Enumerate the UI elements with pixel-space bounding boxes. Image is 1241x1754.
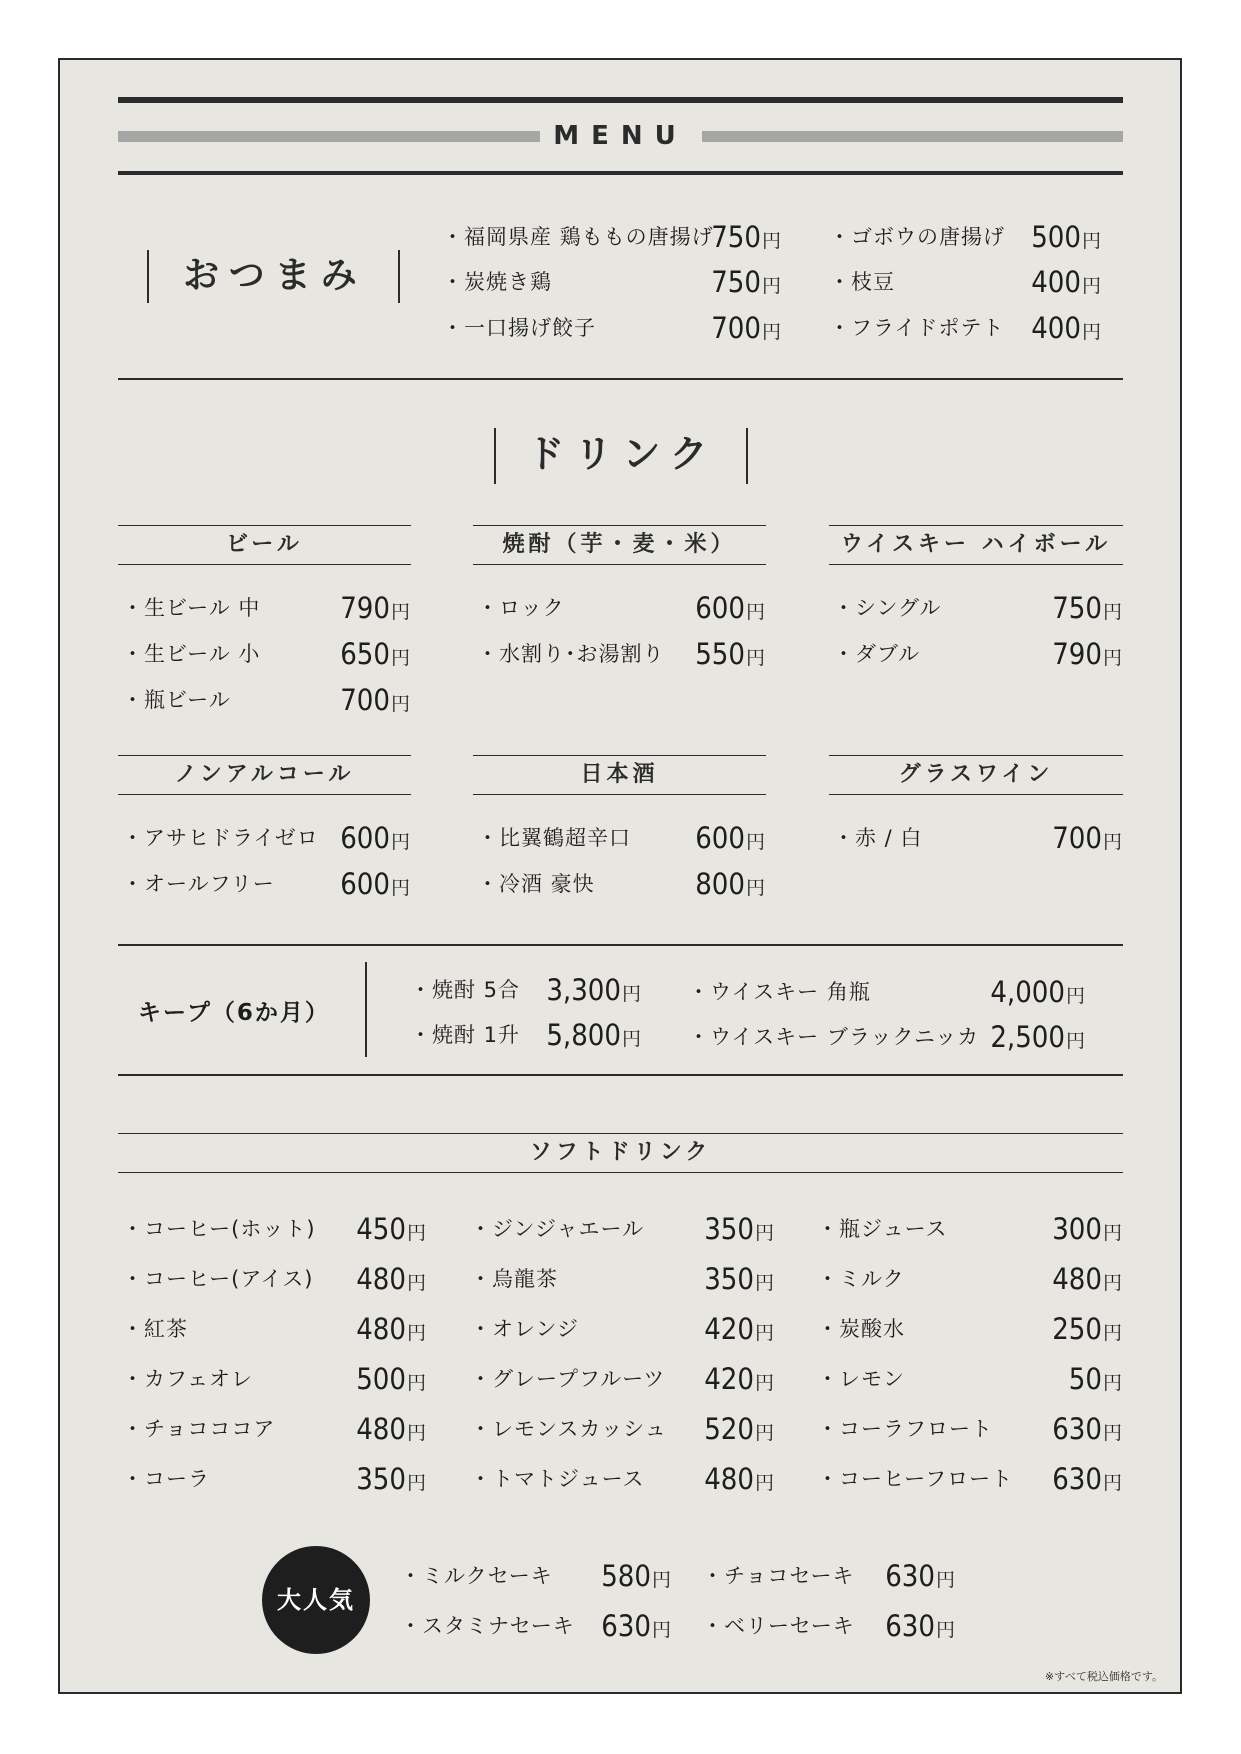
- item-name: ・シングル: [833, 596, 942, 620]
- yen-unit: 円: [406, 1472, 427, 1494]
- item-price: [356, 1209, 427, 1253]
- drink-category-header: 焼酎（芋・麦・米）: [473, 525, 766, 565]
- item-name: ・グレープフルーツ: [470, 1367, 666, 1391]
- item-name: ・ウイスキー 角瓶: [688, 980, 871, 1004]
- yen-unit: 円: [1081, 275, 1102, 297]
- keep-title: キープ（6か月）: [138, 1000, 330, 1026]
- price-value: 520: [704, 1412, 754, 1446]
- yen-unit: 円: [406, 1222, 427, 1244]
- item-price: [711, 262, 782, 306]
- menu-item: [442, 217, 782, 257]
- price-value: 750: [711, 265, 761, 299]
- item-price: [1031, 217, 1102, 261]
- popular-badge: 大人気: [262, 1546, 370, 1654]
- menu-item: [122, 1209, 427, 1249]
- price-value: 500: [356, 1362, 406, 1396]
- item-price: [704, 1359, 775, 1403]
- item-name: ・水割り･お湯割り: [477, 642, 665, 666]
- yen-unit: 円: [390, 601, 411, 623]
- price-value: 580: [601, 1559, 651, 1593]
- item-name: ・ジンジャエール: [470, 1217, 645, 1241]
- price-value: 350: [704, 1262, 754, 1296]
- menu-item: [477, 588, 766, 628]
- yen-unit: 円: [935, 1619, 956, 1641]
- yen-unit: 円: [1102, 1222, 1123, 1244]
- yen-unit: 円: [761, 321, 782, 343]
- yen-unit: 円: [1102, 1472, 1123, 1494]
- otsumami-divider: [118, 378, 1123, 380]
- yen-unit: 円: [1102, 1372, 1123, 1394]
- item-name: ・コーラ: [122, 1467, 210, 1491]
- menu-item: [122, 1409, 427, 1449]
- item-price: [695, 588, 766, 632]
- menu-item: [122, 1359, 427, 1399]
- menu-item: [817, 1459, 1123, 1499]
- item-name: ・アサヒドライゼロ: [122, 826, 319, 850]
- price-value: 300: [1052, 1212, 1102, 1246]
- yen-unit: 円: [390, 831, 411, 853]
- yen-unit: 円: [406, 1272, 427, 1294]
- price-value: 800: [695, 867, 745, 901]
- yen-unit: 円: [754, 1372, 775, 1394]
- menu-item: [122, 588, 411, 628]
- item-name: ・コーヒー(ホット): [122, 1217, 316, 1241]
- yen-unit: 円: [1065, 985, 1086, 1007]
- item-price: [1052, 1309, 1123, 1353]
- otsumami-title-right-bar: [398, 250, 400, 303]
- price-value: 400: [1031, 311, 1081, 345]
- yen-unit: 円: [761, 230, 782, 252]
- yen-unit: 円: [1102, 831, 1123, 853]
- price-value: 700: [340, 683, 390, 717]
- menu-title: MENU: [553, 121, 688, 151]
- item-name: ・炭酸水: [817, 1317, 905, 1341]
- price-value: 350: [356, 1462, 406, 1496]
- yen-unit: 円: [1102, 647, 1123, 669]
- price-value: 480: [356, 1262, 406, 1296]
- yen-unit: 円: [651, 1619, 672, 1641]
- menu-item: [817, 1259, 1123, 1299]
- yen-unit: 円: [1102, 1272, 1123, 1294]
- item-price: [1052, 634, 1123, 678]
- menu-item: [122, 634, 411, 674]
- drink-title-left-bar: [494, 428, 496, 484]
- drink-title: ドリンク: [526, 432, 718, 476]
- item-price: [695, 818, 766, 862]
- yen-unit: 円: [406, 1322, 427, 1344]
- yen-unit: 円: [406, 1372, 427, 1394]
- item-name: ・生ビール 小: [122, 642, 261, 666]
- item-name: ・オレンジ: [470, 1317, 579, 1341]
- item-name: ・チョコココア: [122, 1417, 276, 1441]
- yen-unit: 円: [745, 601, 766, 623]
- item-price: [1031, 262, 1102, 306]
- price-value: 4,000: [990, 975, 1065, 1009]
- menu-item: [702, 1556, 956, 1596]
- item-price: [356, 1309, 427, 1353]
- menu-item: [400, 1606, 672, 1646]
- header-top-rule: [118, 97, 1123, 103]
- menu-item: [833, 634, 1123, 674]
- price-value: 2,500: [990, 1020, 1065, 1054]
- menu-item: [833, 588, 1123, 628]
- menu-item: [688, 1017, 1086, 1057]
- menu-item: [122, 680, 411, 720]
- menu-item: [122, 1259, 427, 1299]
- price-value: 790: [340, 591, 390, 625]
- item-price: [704, 1409, 775, 1453]
- item-name: ・コーラフロート: [817, 1417, 993, 1441]
- item-price: [704, 1259, 775, 1303]
- price-value: 3,300: [546, 973, 621, 1007]
- yen-unit: 円: [754, 1222, 775, 1244]
- item-price: [695, 634, 766, 678]
- drink-category-header: 日本酒: [473, 755, 766, 795]
- menu-item: [817, 1359, 1123, 1399]
- item-name: ・一口揚げ餃子: [442, 316, 596, 340]
- item-name: ・レモン: [817, 1367, 905, 1391]
- menu-item: [817, 1209, 1123, 1249]
- item-price: [885, 1606, 956, 1650]
- yen-unit: 円: [390, 647, 411, 669]
- item-name: ・ゴボウの唐揚げ: [829, 225, 1005, 249]
- price-value: 350: [704, 1212, 754, 1246]
- item-name: ・炭焼き鶏: [442, 270, 552, 294]
- yen-unit: 円: [1102, 1422, 1123, 1444]
- price-value: 630: [885, 1559, 935, 1593]
- item-price: [340, 864, 411, 908]
- item-name: ・フライドポテト: [829, 316, 1005, 340]
- item-price: [704, 1459, 775, 1503]
- item-price: [704, 1309, 775, 1353]
- yen-unit: 円: [390, 877, 411, 899]
- drink-title-right-bar: [746, 428, 748, 484]
- yen-unit: 円: [1081, 230, 1102, 252]
- item-price: [546, 1015, 642, 1059]
- drink-category-header: グラスワイン: [829, 755, 1123, 795]
- price-value: 700: [1052, 821, 1102, 855]
- price-value: 480: [356, 1312, 406, 1346]
- price-value: 630: [1052, 1462, 1102, 1496]
- yen-unit: 円: [745, 831, 766, 853]
- item-name: ・トマトジュース: [470, 1467, 645, 1491]
- price-value: 550: [695, 637, 745, 671]
- yen-unit: 円: [1065, 1030, 1086, 1052]
- keep-bottom-rule: [118, 1074, 1123, 1076]
- price-value: 750: [1052, 591, 1102, 625]
- yen-unit: 円: [935, 1569, 956, 1591]
- keep-top-rule: [118, 944, 1123, 946]
- yen-unit: 円: [651, 1569, 672, 1591]
- item-price: [340, 818, 411, 862]
- item-name: ・焼酎 5合: [410, 978, 521, 1002]
- price-value: 600: [340, 867, 390, 901]
- price-value: 630: [885, 1609, 935, 1643]
- drink-category-header: ノンアルコール: [118, 755, 411, 795]
- item-name: ・福岡県産 鶏ももの唐揚げ: [442, 225, 714, 249]
- item-price: [601, 1556, 672, 1600]
- item-price: [711, 308, 782, 352]
- yen-unit: 円: [745, 877, 766, 899]
- menu-item: [829, 308, 1102, 348]
- item-price: [356, 1459, 427, 1503]
- yen-unit: 円: [390, 693, 411, 715]
- price-value: 480: [356, 1412, 406, 1446]
- menu-item: [829, 217, 1102, 257]
- price-value: 790: [1052, 637, 1102, 671]
- menu-item: [410, 970, 642, 1010]
- menu-item: [817, 1409, 1123, 1449]
- item-name: ・コーヒーフロート: [817, 1467, 1014, 1491]
- item-price: [1069, 1359, 1123, 1403]
- item-name: ・ベリーセーキ: [702, 1614, 855, 1638]
- item-name: ・スタミナセーキ: [400, 1614, 575, 1638]
- item-name: ・カフェオレ: [122, 1367, 253, 1391]
- drink-category-header: ビール: [118, 525, 411, 565]
- menu-item: [829, 262, 1102, 302]
- item-name: ・焼酎 1升: [410, 1023, 521, 1047]
- item-name: ・烏龍茶: [470, 1267, 558, 1291]
- item-name: ・枝豆: [829, 270, 895, 294]
- item-price: [546, 970, 642, 1014]
- yen-unit: 円: [745, 647, 766, 669]
- price-value: 50: [1068, 1362, 1102, 1396]
- yen-unit: 円: [1102, 601, 1123, 623]
- menu-item: [688, 972, 1086, 1012]
- item-name: ・ロック: [477, 596, 565, 620]
- menu-item: [122, 864, 411, 904]
- item-name: ・比翼鶴超辛口: [477, 826, 631, 850]
- item-price: [356, 1409, 427, 1453]
- price-value: 630: [601, 1609, 651, 1643]
- menu-item: [122, 1459, 427, 1499]
- menu-item: [442, 262, 782, 302]
- item-price: [990, 1017, 1086, 1061]
- menu-item: [470, 1309, 775, 1349]
- yen-unit: 円: [1102, 1322, 1123, 1344]
- item-name: ・瓶ジュース: [817, 1217, 948, 1241]
- item-price: [704, 1209, 775, 1253]
- item-price: [356, 1359, 427, 1403]
- yen-unit: 円: [1081, 321, 1102, 343]
- item-name: ・瓶ビール: [122, 688, 231, 712]
- keep-divider: [365, 962, 367, 1057]
- menu-item: [817, 1309, 1123, 1349]
- item-name: ・ミルク: [817, 1267, 905, 1291]
- yen-unit: 円: [406, 1422, 427, 1444]
- item-name: ・チョコセーキ: [702, 1564, 855, 1588]
- price-value: 700: [711, 311, 761, 345]
- item-price: [885, 1556, 956, 1600]
- item-price: [1052, 1409, 1123, 1453]
- item-price: [1052, 818, 1123, 862]
- yen-unit: 円: [754, 1322, 775, 1344]
- price-value: 500: [1031, 220, 1081, 254]
- item-price: [340, 680, 411, 724]
- price-value: 450: [356, 1212, 406, 1246]
- item-price: [1031, 308, 1102, 352]
- menu-item: [122, 1309, 427, 1349]
- item-price: [340, 634, 411, 678]
- yen-unit: 円: [761, 275, 782, 297]
- yen-unit: 円: [754, 1472, 775, 1494]
- item-name: ・コーヒー(アイス): [122, 1267, 314, 1291]
- item-name: ・オールフリー: [122, 872, 275, 896]
- yen-unit: 円: [621, 1028, 642, 1050]
- price-value: 600: [340, 821, 390, 855]
- price-value: 420: [704, 1312, 754, 1346]
- item-price: [340, 588, 411, 632]
- item-price: [601, 1606, 672, 1650]
- item-price: [990, 972, 1086, 1016]
- otsumami-title: おつまみ: [183, 255, 367, 296]
- tax-note: ※すべて税込価格です。: [1044, 1670, 1163, 1683]
- menu-item: [470, 1209, 775, 1249]
- item-price: [356, 1259, 427, 1303]
- price-value: 600: [695, 591, 745, 625]
- item-name: ・ミルクセーキ: [400, 1564, 553, 1588]
- menu-item: [470, 1259, 775, 1299]
- item-name: ・レモンスカッシュ: [470, 1417, 667, 1441]
- otsumami-title-left-bar: [147, 250, 149, 303]
- item-price: [1052, 1459, 1123, 1503]
- item-name: ・紅茶: [122, 1317, 188, 1341]
- soft-drink-header: ソフトドリンク: [118, 1133, 1123, 1173]
- item-name: ・冷酒 豪快: [477, 872, 595, 896]
- menu-item: [442, 308, 782, 348]
- price-value: 600: [695, 821, 745, 855]
- menu-item: [833, 818, 1123, 858]
- menu-item: [470, 1359, 775, 1399]
- item-name: ・赤 / 白: [833, 826, 923, 850]
- menu-item: [400, 1556, 672, 1596]
- price-value: 250: [1052, 1312, 1102, 1346]
- price-value: 650: [340, 637, 390, 671]
- yen-unit: 円: [754, 1422, 775, 1444]
- item-price: [711, 217, 782, 261]
- menu-item: [477, 864, 766, 904]
- item-name: ・ダブル: [833, 642, 921, 666]
- menu-item: [702, 1606, 956, 1646]
- drink-category-header: ウイスキー ハイボール: [829, 525, 1123, 565]
- menu-item: [477, 818, 766, 858]
- item-price: [695, 864, 766, 908]
- menu-item: [410, 1015, 642, 1055]
- item-name: ・ウイスキー ブラックニッカ: [688, 1025, 980, 1049]
- header-bottom-rule: [118, 171, 1123, 175]
- item-name: ・生ビール 中: [122, 596, 261, 620]
- menu-item: [122, 818, 411, 858]
- price-value: 400: [1031, 265, 1081, 299]
- item-price: [1052, 1259, 1123, 1303]
- menu-item: [470, 1459, 775, 1499]
- price-value: 480: [1052, 1262, 1102, 1296]
- menu-item: [477, 634, 766, 674]
- price-value: 480: [704, 1462, 754, 1496]
- price-value: 5,800: [546, 1018, 621, 1052]
- price-value: 750: [711, 220, 761, 254]
- item-price: [1052, 588, 1123, 632]
- menu-item: [470, 1409, 775, 1449]
- yen-unit: 円: [754, 1272, 775, 1294]
- price-value: 630: [1052, 1412, 1102, 1446]
- item-price: [1052, 1209, 1123, 1253]
- yen-unit: 円: [621, 983, 642, 1005]
- price-value: 420: [704, 1362, 754, 1396]
